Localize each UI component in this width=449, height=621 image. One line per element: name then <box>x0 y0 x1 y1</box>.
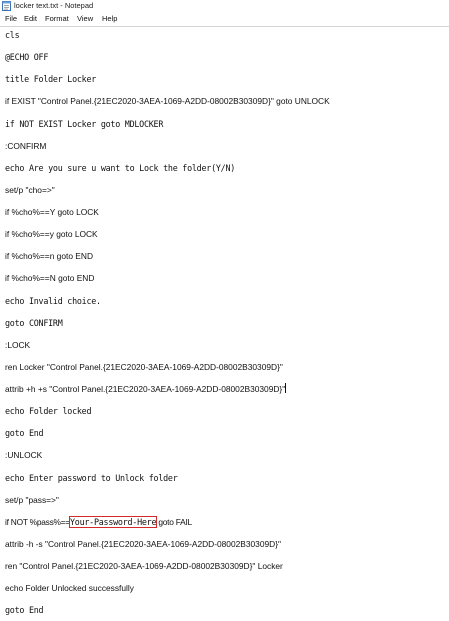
notepad-icon <box>2 1 11 11</box>
code-line: :LOCK <box>5 340 31 350</box>
code-line: @ECHO OFF <box>5 52 49 62</box>
code-line: if %cho%==y goto LOCK <box>5 229 98 239</box>
window-title: locker text.txt - Notepad <box>14 1 94 10</box>
code-line: :UNLOCK <box>5 450 43 460</box>
code-line: echo Are you sure u want to Lock the folder(Y/N) <box>5 163 236 173</box>
menu-help[interactable]: Help <box>102 14 118 23</box>
code-line <box>5 383 286 395</box>
code-line: ren Locker "Control Panel.{21EC2020-3AEA-1069-A2DD-08002B30309D}" <box>5 362 283 372</box>
title-bar <box>0 0 449 12</box>
menu-file[interactable]: File <box>5 14 18 23</box>
code-line: echo Enter password to Unlock folder <box>5 473 178 483</box>
code-line: ren "Control Panel.{21EC2020-3AEA-1069-A2DD-08002B30309D}" Locker <box>5 561 283 571</box>
code-line: cls <box>5 30 20 40</box>
code-line: goto End <box>5 605 44 615</box>
code-line-text: attrib +h +s "Control Panel.{21EC2020-3AEA-1069-A2DD-08002B30309D}" <box>5 384 286 394</box>
code-line: if EXIST "Control Panel.{21EC2020-3AEA-1069-A2DD-08002B30309D}" goto UNLOCK <box>5 96 330 106</box>
code-line: set/p "pass=>" <box>5 495 59 505</box>
code-line-prefix: if NOT %pass%== <box>5 517 70 527</box>
code-line <box>5 516 192 528</box>
code-line: echo Folder Unlocked successfully <box>5 583 134 593</box>
menu-format[interactable]: Format <box>45 14 69 23</box>
menu-bar <box>0 13 449 25</box>
code-line-suffix: goto FAIL <box>156 517 192 527</box>
code-line: goto End <box>5 428 44 438</box>
code-line: set/p "cho=>" <box>5 185 55 195</box>
menu-view[interactable]: View <box>77 14 94 23</box>
menu-edit[interactable]: Edit <box>24 14 37 23</box>
code-line: if NOT EXIST Locker goto MDLOCKER <box>5 119 164 129</box>
code-line: goto CONFIRM <box>5 318 63 328</box>
password-placeholder: Your-Password-Here <box>69 517 157 527</box>
code-line: attrib -h -s "Control Panel.{21EC2020-3AEA-1069-A2DD-08002B30309D}" <box>5 539 281 549</box>
code-line: echo Folder locked <box>5 406 92 416</box>
code-line: echo Invalid choice. <box>5 296 101 306</box>
code-line: :CONFIRM <box>5 141 47 151</box>
text-caret <box>285 383 286 393</box>
code-line: if %cho%==n goto END <box>5 251 93 261</box>
code-line: title Folder Locker <box>5 74 97 84</box>
text-editor[interactable] <box>0 26 449 621</box>
code-line: if %cho%==Y goto LOCK <box>5 207 99 217</box>
code-line: if %cho%==N goto END <box>5 273 95 283</box>
